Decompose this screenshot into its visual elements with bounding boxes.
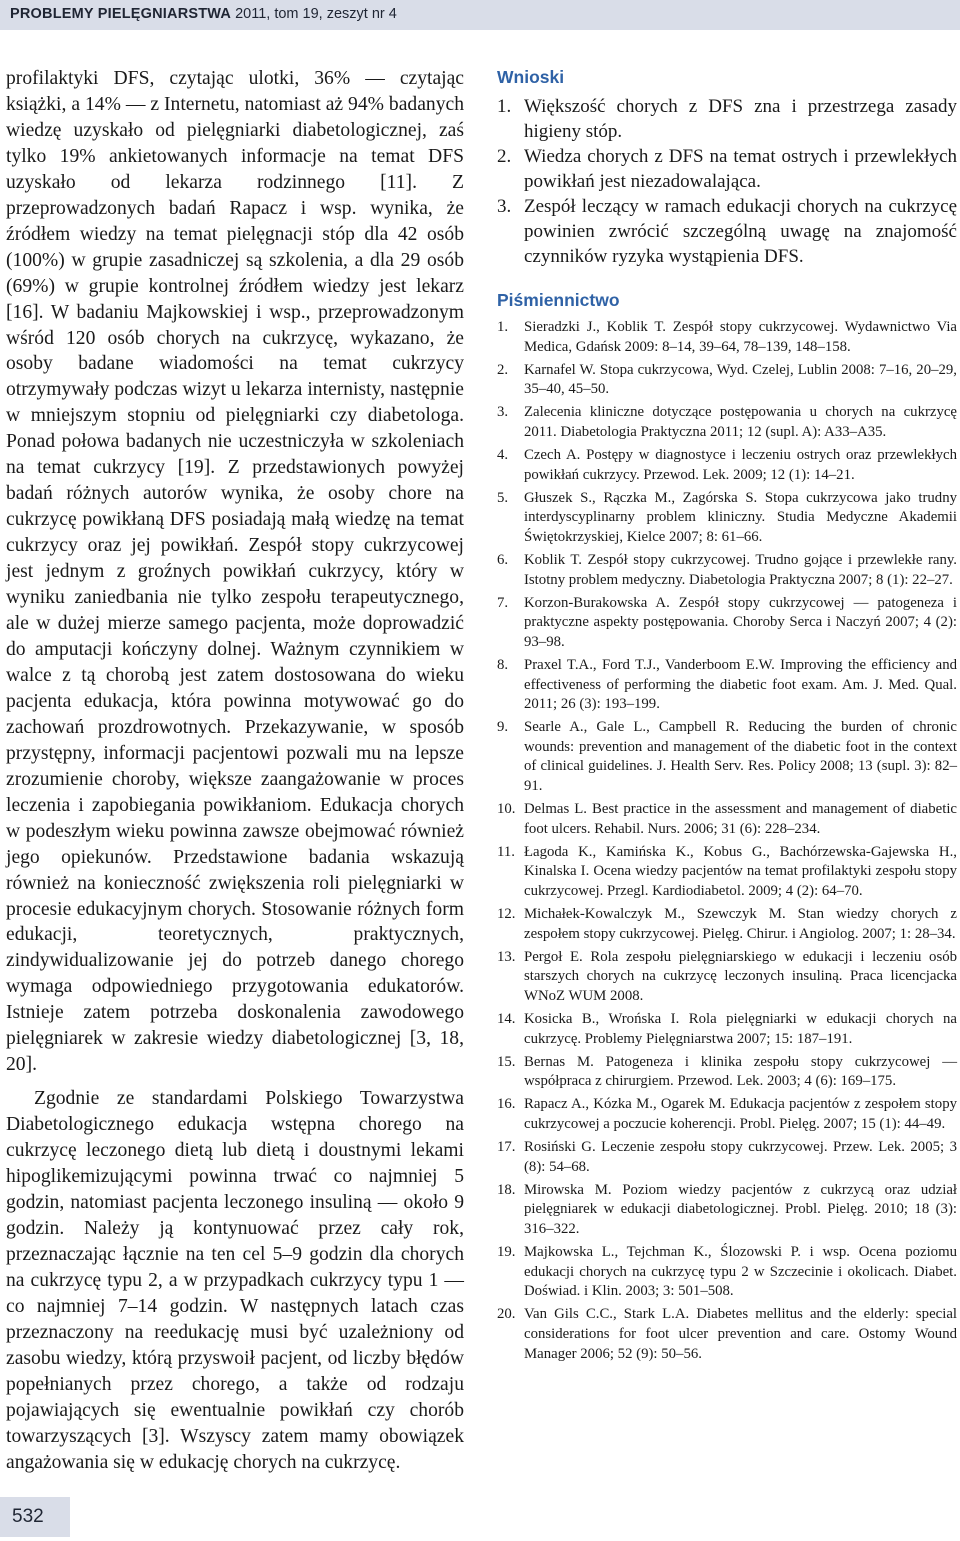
conclusion-item-text: Większość chorych z DFS zna i przestrzega zasady higieny stóp. bbox=[524, 96, 957, 142]
reference-item-number: 5. bbox=[497, 489, 509, 506]
reference-item-number: 1. bbox=[497, 319, 509, 335]
reference-item bbox=[497, 718, 957, 796]
reference-item bbox=[497, 1138, 957, 1177]
reference-item bbox=[497, 843, 957, 902]
reference-item bbox=[497, 446, 957, 485]
reference-item bbox=[497, 1095, 957, 1134]
reference-item-text: Delmas L. Best practice in the assessment and management of diabetic foot ulcers. Rehabil. Nurs. 2006; 31 (6): 228–234. bbox=[524, 801, 957, 837]
conclusion-item-number: 2. bbox=[497, 146, 512, 167]
reference-item-text: Bernas M. Patogeneza i klinika zespołu stopy cukrzycowej — współpraca z chirurgiem. Przewod. Lek. 2003; 4 (6): 169–175. bbox=[524, 1053, 957, 1090]
reference-item-text: Majkowska L., Tejchman K., Ślozowski P. i wsp. Ocena poziomu edukacji chorych na cukrzycę typu 2 w Szczecinie i okolicach. Diabet. Doświad. i Klin. 2003; 3: 501–508. bbox=[524, 1244, 957, 1300]
reference-item-text: Karnafel W. Stopa cukrzycowa, Wyd. Czelej, Lublin 2008: 7–16, 20–29, 35–40, 45–50. bbox=[524, 361, 957, 398]
reference-item-text: Praxel T.A., Ford T.J., Vanderboom E.W. Improving the efficiency and effectiveness of performing the diabetic foot exam. Am. J. Med. Qual. 2011; 26 (3): 193–199. bbox=[524, 657, 957, 713]
reference-item-number: 15. bbox=[497, 1053, 516, 1070]
reference-item bbox=[497, 1010, 957, 1049]
reference-item-text: Searle A., Gale L., Campbell R. Reducing the burden of chronic wounds: prevention and management of the diabetic foot in the context of clinical guidelines. J. Health Serv. Res. Policy 2008; 13 (supl. 3): 82–91. bbox=[524, 719, 957, 795]
conclusion-item bbox=[497, 144, 957, 194]
reference-item-text: Koblik T. Zespół stopy cukrzycowej. Trudno gojące i przewlekłe rany. Istotny problem medyczny. Diabetologia Praktyczna 2007; 8 (1): 22–27. bbox=[524, 552, 957, 588]
conclusion-item-text: Wiedza chorych z DFS na temat ostrych i przewlekłych powikłań jest niezadowalająca. bbox=[524, 146, 957, 192]
reference-item bbox=[497, 403, 957, 442]
reference-item bbox=[497, 318, 957, 357]
references-list bbox=[497, 318, 957, 1364]
reference-item-number: 10. bbox=[497, 801, 516, 818]
reference-item-number: 9. bbox=[497, 719, 509, 736]
conclusions-list bbox=[497, 94, 957, 269]
reference-item-number: 14. bbox=[497, 1011, 516, 1028]
reference-item bbox=[497, 489, 957, 548]
reference-item-text: Sieradzki J., Koblik T. Zespół stopy cukrzycowej. Wydawnictwo Via Medica, Gdańsk 2009: 8–14, 39–64, 78–139, 148–158. bbox=[524, 319, 957, 355]
references-heading: Piśmiennictwo bbox=[497, 290, 620, 310]
reference-item bbox=[497, 800, 957, 839]
reference-item bbox=[497, 1243, 957, 1302]
reference-item bbox=[497, 905, 957, 944]
reference-item-text: Pergoł E. Rola zespołu pielęgniarskiego w edukacji i leczeniu osób starszych chorych na cukrzycę leczonych insuliną. Praca licencjacka WNoZ WUM 2008. bbox=[524, 948, 957, 1004]
body-text-column bbox=[6, 66, 464, 1475]
reference-item bbox=[497, 361, 957, 400]
reference-item bbox=[497, 1053, 957, 1092]
conclusion-item bbox=[497, 194, 957, 269]
reference-item bbox=[497, 1181, 957, 1240]
reference-item-number: 12. bbox=[497, 906, 516, 923]
reference-item-number: 6. bbox=[497, 552, 509, 569]
reference-item-text: Van Gils C.C., Stark L.A. Diabetes mellitus and the elderly: special considerations for foot ulcer prevention and care. Ostomy Wound Manager 2006; 52 (9): 50–56. bbox=[524, 1306, 957, 1362]
reference-item-number: 19. bbox=[497, 1244, 516, 1261]
running-header bbox=[0, 0, 960, 30]
reference-item-text: Michałek-Kowalczyk M., Szewczyk M. Stan wiedzy chorych z zespołem stopy cukrzycowej. Pielęg. Chirur. i Angiolog. 2007; 1: 28–34. bbox=[524, 906, 957, 942]
body-paragraph: profilaktyki DFS, czytając ulotki, 36% — czytając książki, a 14% — z Internetu, natomiast aż 94% badanych wiedzę uzyskało od pielęgniarki diabetologicznej, zaś tylko 19% ankietowanych informacje na temat DFS uzyskało od lekarza rodzinnego [11]. Z przeprowadzonych badań Rapacz i wsp. wynika, że źródłem wiedzy na temat pielęgnacji stóp dla 42 osób (100%) w grupie zasadniczej są szkolenia, a dla 29 osób (69%) w grupie kontrolnej źródłem wiedzy jest lekarz [16]. W badaniu Majkowskiej i wsp., przeprowadzonym wśród 120 osób chorych na cukrzycę, wykazano, że osoby badane wiadomości na temat cukrzycy otrzymywały podczas wizyt u lekarza internisty, następnie w mniejszym stopniu od pielęgniarki czy diabetologa. Ponad połowa badanych nie uczestniczyła w szkoleniach na temat cukrzycy [19]. Z przedstawionych powyżej badań różnych autorów wynika, że osoby chore na cukrzycę powikłaną DFS posiadają małą wiedzę na temat cukrzycy oraz jej powikłań. Zespół stopy cukrzycowej jest jednym z groźnych powikłań cukrzycy, który w wyniku zaniedbania nie tylko zespołu terapeutycznego, ale w dużej mierze samego pacjenta, może doprowadzić do amputacji kończyny dolnej. Ważnym czynnikiem w walce z tą chorobą jest zatem dostosowana do wieku pacjenta edukacja, która powinna motywować go do zachowań prozdrowotnych. Przekazywanie, w sposób przystępny, informacji pacjentowi pozwali mu na lepsze zrozumienie choroby, większe zaangażowanie w proces leczenia i zapobiegania powikłaniom. Edukacja chorych w podeszłym wieku powinna zawsze obejmować również jego opiekunów. Przedstawione badania wskazują również na konieczność zwiększenia roli pielęgniarki w procesie edukacyjnym chorych. Stosowanie różnych form edukacji, teoretycznych, praktycznych, zindywidualizowanie jej do potrzeb danego chorego wymaga odpowiedniego przygotowania edukatorów. Istnieje zatem potrzeba doskonalenia zawodowego pielęgniarek w zakresie wiedzy diabetologicznej [3, 18, 20]. bbox=[6, 68, 464, 1076]
reference-item bbox=[497, 656, 957, 715]
conclusions-heading: Wnioski bbox=[497, 67, 565, 87]
conclusion-item bbox=[497, 94, 957, 144]
reference-item-text: Czech A. Postępy w diagnostyce i leczeniu ostrych oraz przewlekłych powikłań cukrzycy. Przewod. Lek. 2009; 12 (1): 14–21. bbox=[524, 447, 957, 483]
reference-item bbox=[497, 948, 957, 1007]
reference-item-number: 2. bbox=[497, 361, 509, 378]
reference-item-number: 20. bbox=[497, 1306, 516, 1323]
conclusion-item-text: Zespół leczący w ramach edukacji chorych na cukrzycę powinien zwrócić szczególną uwagę na znajomość czynników ryzyka wystąpienia DFS. bbox=[524, 196, 957, 267]
reference-item-number: 7. bbox=[497, 594, 509, 611]
reference-item bbox=[497, 1305, 957, 1364]
reference-item-number: 18. bbox=[497, 1181, 516, 1198]
reference-item-number: 8. bbox=[497, 657, 509, 673]
reference-item-number: 16. bbox=[497, 1096, 516, 1113]
conclusion-item-number: 3. bbox=[497, 196, 512, 217]
reference-item-text: Rapacz A., Kózka M., Ogarek M. Edukacja pacjentów z zespołem stopy cukrzycowej a poczucie koherencji. Probl. Pielęg. 2007; 15 (1): 44–49. bbox=[524, 1096, 957, 1133]
body-paragraph: Zgodnie ze standardami Polskiego Towarzystwa Diabetologicznego edukacja wstępna chorego na cukrzycę leczonego dietą lub dietą i doustnymi lekami hipoglikemizującymi powinna trwać co najmniej 5 godzin, natomiast pacjenta leczonego insuliną — około 9 godzin. Należy ją kontynuować przez cały rok, przeznaczając łącznie na ten cel 5–9 godzin dla chorych na cukrzycę typu 2, a w przypadkach cukrzycy typu 1 — co najmniej 7–14 godzin. W następnych latach czas przeznaczony na reedukację musi być uzależniony od zasobu wiedzy, którą przyswoił pacjent, od liczby błędów popełnianych przez chorego, a także od rodzaju pojawiających się ewentualnie powikłań czy chorób towarzyszących [3]. Wszyscy zatem mamy obowiązek angażowania się w edukację chorych na cukrzycę. bbox=[6, 1088, 464, 1473]
page-number-text: 532 bbox=[12, 1506, 44, 1527]
reference-item-text: Głuszek S., Rączka M., Zagórska S. Stopa cukrzycowa jako trudny interdyscyplinarny problem kliniczny. Studia Medyczne Akademii Świętokrzyskiej, Kielce 2007; 8: 61–66. bbox=[524, 489, 957, 545]
reference-item-text: Łagoda K., Kamińska K., Kobus G., Bachórzewska-Gajewska H., Kinalska I. Ocena wiedzy pacjentów na temat profilaktyki zespołu stopy cukrzycowej. Przegl. Kardiodiabetol. 2009; 4 (2): 64–70. bbox=[524, 843, 957, 900]
reference-item-number: 13. bbox=[497, 948, 516, 965]
reference-item-text: Mirowska M. Poziom wiedzy pacjentów z cukrzycą oraz udział pielęgniarek w edukacji diabetologicznej. Probl. Pielęg. 2010; 18 (3): 316–322. bbox=[524, 1181, 957, 1238]
reference-item-text: Zalecenia kliniczne dotyczące postępowania u chorych na cukrzycę 2011. Diabetologia Praktyczna 2011; 12 (supl. A): A33–A35. bbox=[524, 404, 957, 440]
reference-item-number: 11. bbox=[497, 843, 515, 860]
reference-item-text: Kosicka B., Wrońska I. Rola pielęgniarki w edukacji chorych na cukrzycę. Problemy Pielęgniarstwa 2007; 15: 187–191. bbox=[524, 1011, 957, 1047]
page-number bbox=[0, 1497, 70, 1537]
reference-item bbox=[497, 551, 957, 590]
reference-item-text: Korzon-Burakowska A. Zespół stopy cukrzycowej — patogeneza i praktyczne aspekty postępowania. Choroby Serca i Naczyń 2007; 4 (2): 93–98. bbox=[524, 594, 957, 650]
reference-item-number: 3. bbox=[497, 404, 509, 421]
journal-issue: 2011, tom 19, zeszyt nr 4 bbox=[231, 6, 397, 22]
right-column bbox=[497, 66, 957, 1368]
conclusion-item-number: 1. bbox=[497, 96, 512, 117]
reference-item-text: Rosiński G. Leczenie zespołu stopy cukrzycowej. Przew. Lek. 2005; 3 (8): 54–68. bbox=[524, 1139, 957, 1175]
reference-item bbox=[497, 594, 957, 653]
journal-title: PROBLEMY PIELĘGNIARSTWA bbox=[10, 6, 232, 22]
reference-item-number: 4. bbox=[497, 447, 509, 464]
reference-item-number: 17. bbox=[497, 1139, 516, 1156]
